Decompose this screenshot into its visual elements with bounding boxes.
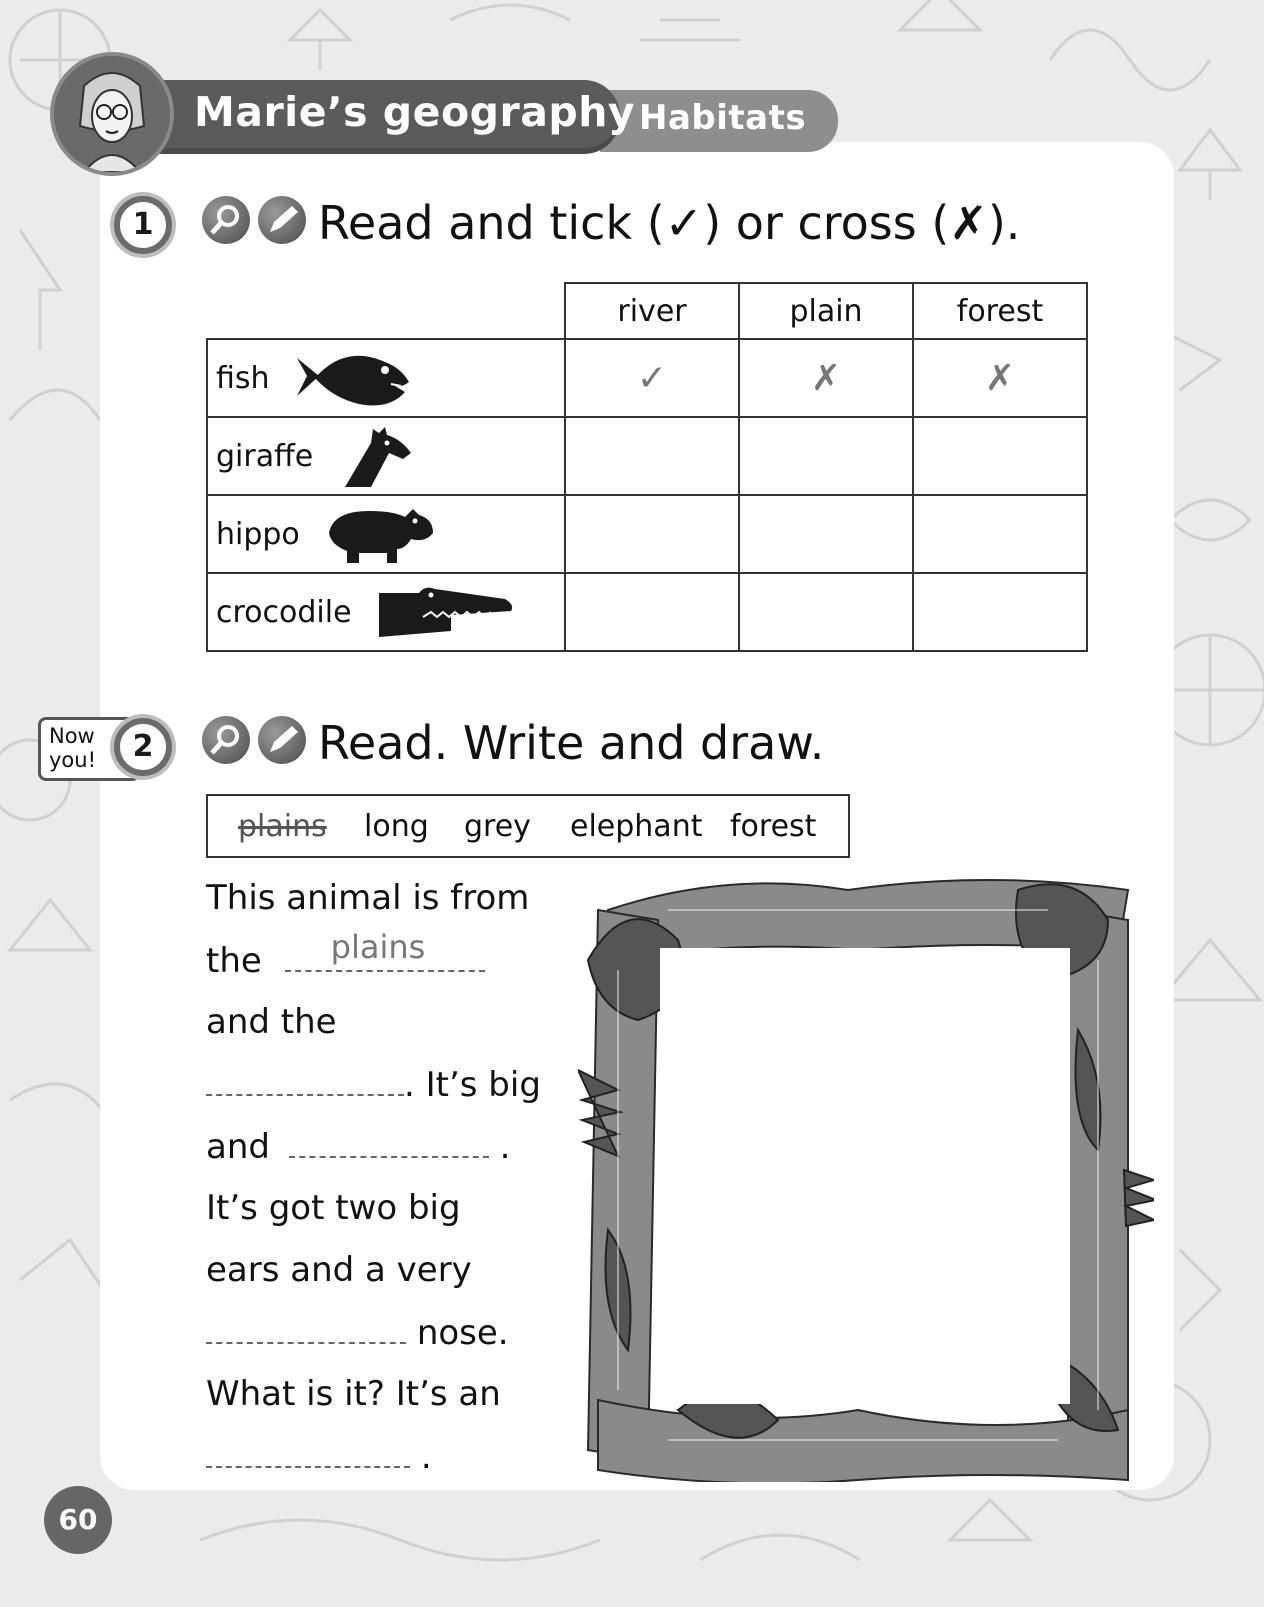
- habitat-table: [206, 282, 1088, 652]
- cross-mark: ✗: [984, 357, 1016, 399]
- table-row: [207, 417, 1087, 495]
- tick-mark: ✓: [636, 357, 668, 399]
- page-subtitle: Habitats: [639, 98, 807, 138]
- exercise-2-instruction: Read. Write and draw.: [318, 716, 825, 770]
- exercise-2-badge: 2: [114, 718, 172, 776]
- answer-blank[interactable]: [289, 1126, 489, 1158]
- mark-cell[interactable]: [913, 417, 1087, 495]
- hippo-icon: [327, 505, 435, 563]
- passage-text: nose.: [416, 1313, 509, 1353]
- exercise-1-badge: 1: [114, 196, 172, 254]
- mark-cell[interactable]: [739, 495, 913, 573]
- avatar: [50, 52, 174, 176]
- passage-line: ears and a very: [206, 1250, 472, 1290]
- mark-cell[interactable]: [739, 573, 913, 651]
- exercise-1-instruction: Read and tick (✓) or cross (✗).: [318, 196, 1021, 250]
- word-bank-item-struck: plains: [238, 808, 327, 844]
- animal-cell: [207, 339, 565, 417]
- pencil-icon: [258, 196, 306, 244]
- answer-blank[interactable]: [206, 1436, 410, 1468]
- passage-text: .: [420, 1437, 432, 1477]
- animal-name: crocodile: [216, 594, 352, 630]
- fish-icon: [297, 348, 409, 408]
- column-header-plain: plain: [739, 283, 913, 339]
- crocodile-icon: [379, 587, 515, 637]
- mark-cell[interactable]: [913, 573, 1087, 651]
- table-corner: [207, 283, 565, 339]
- answer-blank[interactable]: [285, 928, 485, 972]
- passage-text: the: [206, 941, 262, 981]
- animal-name: giraffe: [216, 438, 314, 474]
- cross-mark: ✗: [810, 357, 842, 399]
- drawing-area[interactable]: [660, 948, 1070, 1404]
- mark-cell[interactable]: [739, 339, 913, 417]
- table-row: [207, 495, 1087, 573]
- answer-blank[interactable]: [206, 1312, 406, 1344]
- giraffe-icon: [341, 425, 413, 487]
- animal-name: hippo: [216, 516, 300, 552]
- word-bank-item: forest: [730, 808, 817, 844]
- magnifier-icon: [202, 716, 250, 764]
- mark-cell[interactable]: [565, 339, 739, 417]
- pencil-icon: [258, 716, 306, 764]
- mark-cell[interactable]: [913, 495, 1087, 573]
- mark-cell[interactable]: [739, 417, 913, 495]
- passage-line: [206, 1126, 510, 1167]
- passage-text: .: [499, 1127, 511, 1167]
- marie-portrait-icon: [54, 56, 170, 172]
- column-header-river: river: [565, 283, 739, 339]
- word-bank-item: long: [364, 808, 429, 844]
- passage-line: and the: [206, 1002, 337, 1042]
- word-bank-item: grey: [464, 808, 531, 844]
- animal-cell: [207, 495, 565, 573]
- word-bank: [206, 794, 850, 858]
- now-you-line-2: you!: [49, 748, 97, 772]
- passage-line: [206, 1312, 509, 1353]
- column-header-forest: forest: [913, 283, 1087, 339]
- passage-line: It’s got two big: [206, 1188, 461, 1228]
- leaf-frame: [578, 870, 1154, 1482]
- animal-name: fish: [216, 360, 270, 396]
- mark-cell[interactable]: [565, 417, 739, 495]
- animal-cell: [207, 417, 565, 495]
- table-row: [207, 573, 1087, 651]
- mark-cell[interactable]: [565, 495, 739, 573]
- mark-cell[interactable]: [565, 573, 739, 651]
- mark-cell[interactable]: [913, 339, 1087, 417]
- answer-blank[interactable]: [206, 1064, 404, 1096]
- passage-text: . It’s big: [404, 1065, 541, 1105]
- page-title: Marie’s geography: [194, 88, 636, 136]
- example-answer: plains: [330, 928, 426, 966]
- table-row: [207, 339, 1087, 417]
- passage-line: [206, 1064, 541, 1105]
- passage-text: and: [206, 1127, 270, 1167]
- passage-line: [206, 928, 485, 981]
- passage-line: This animal is from: [206, 878, 530, 918]
- now-you-line-1: Now: [49, 724, 95, 748]
- passage-line: What is it? It’s an: [206, 1374, 501, 1414]
- magnifier-icon: [202, 196, 250, 244]
- animal-cell: [207, 573, 565, 651]
- page-number: 60: [44, 1486, 112, 1554]
- word-bank-item: elephant: [570, 808, 703, 844]
- passage-line: [206, 1436, 432, 1477]
